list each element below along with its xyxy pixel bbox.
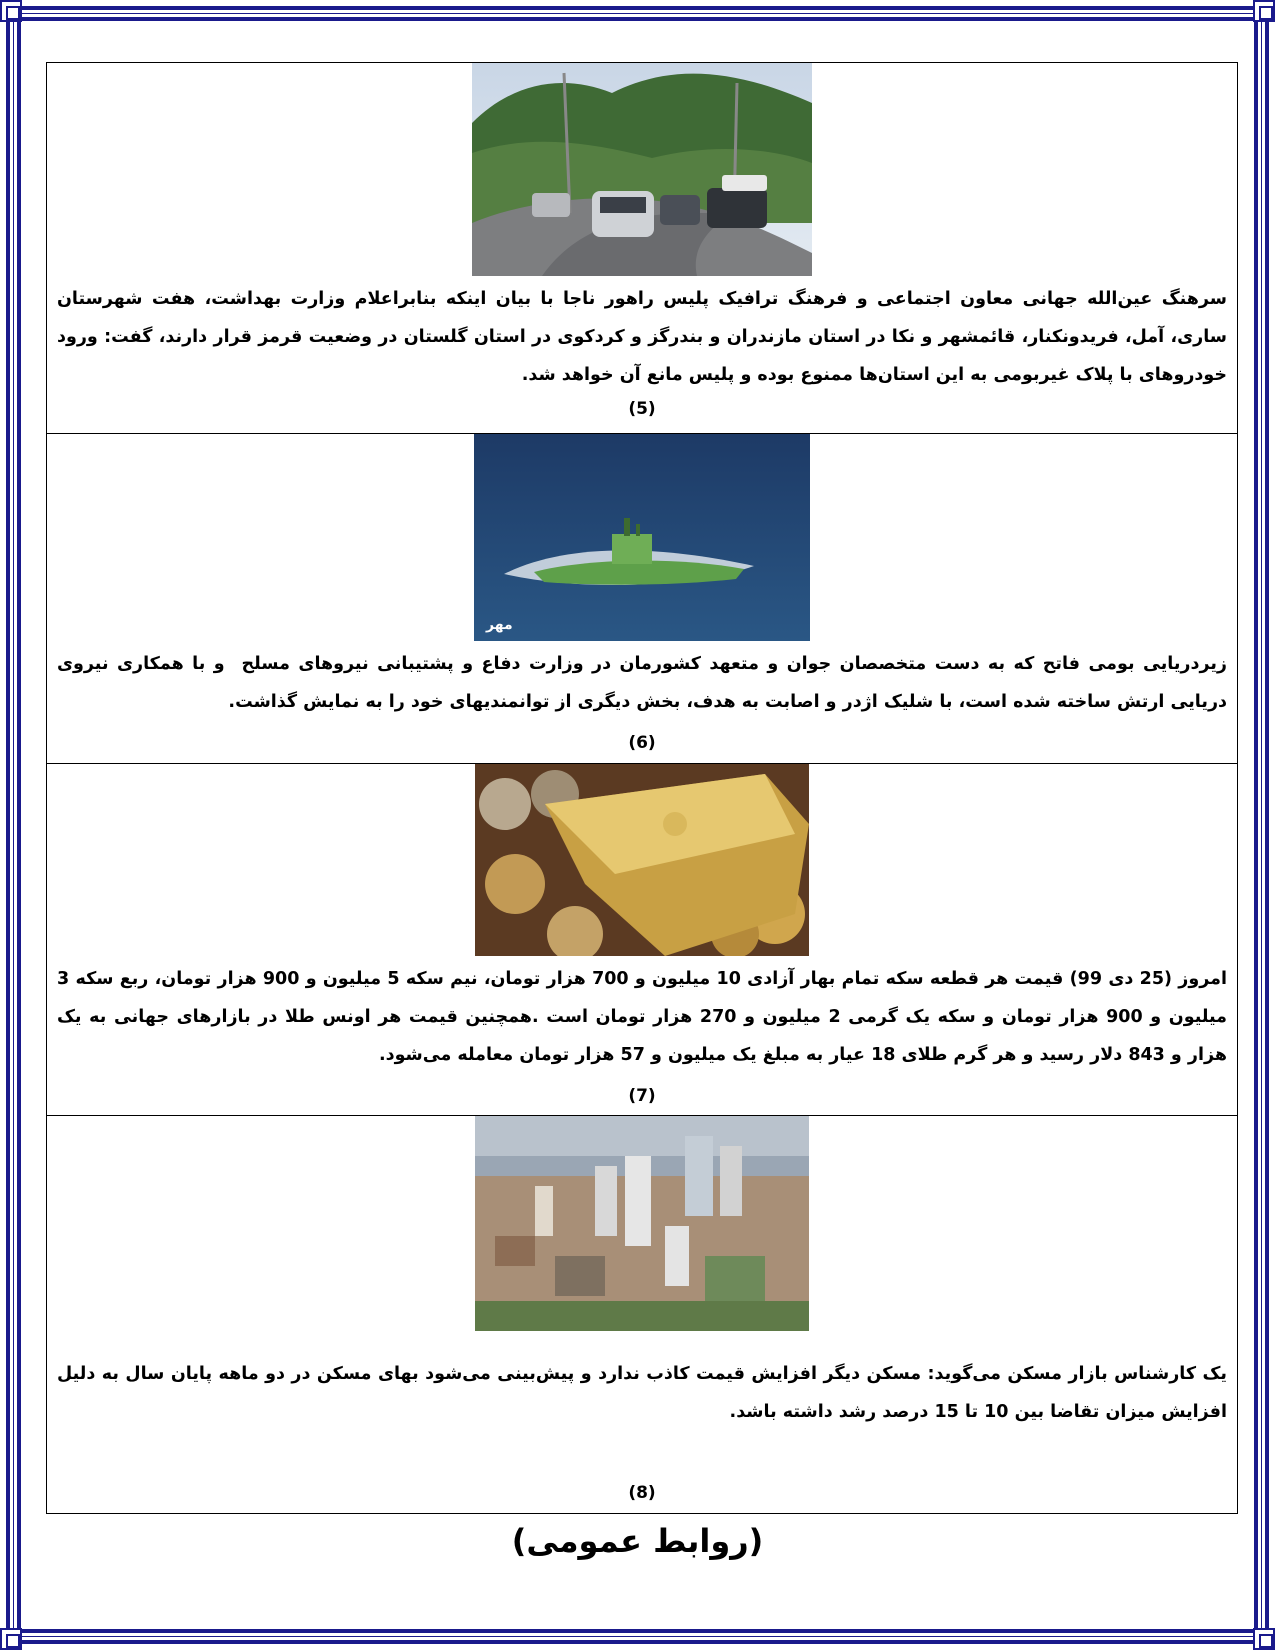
- news-item: [47, 1116, 1237, 1513]
- news-text: یک کارشناس بازار مسکن می‌گوید: مسکن دیگر افزایش قیمت کاذب ندارد و پیش‌بینی می‌شود بهای مسکن در دو ماهه پایان سال به دلیل افزایش میزان تقاضا بین 10 تا 15 درصد رشد داشته باشد.: [50, 1364, 1227, 1422]
- gold-coins-photo: [475, 764, 809, 956]
- item-number: (6): [628, 733, 656, 753]
- item-number: (5): [628, 399, 656, 419]
- news-table: [46, 62, 1238, 1514]
- item-number: (8): [628, 1483, 656, 1503]
- corner-ornament: [1253, 0, 1275, 22]
- corner-ornament: [1253, 1628, 1275, 1650]
- watermark-label: مهر: [486, 617, 513, 633]
- corner-ornament: [0, 0, 22, 22]
- news-item: [47, 434, 1237, 764]
- item-number: (7): [628, 1086, 656, 1106]
- news-text: سرهنگ عین‌الله جهانی معاون اجتماعی و فرهنگ ترافیک پلیس راهور ناجا با بیان اینکه بنابراعلام وزارت بهداشت، هفت شهرستان ساری، آمل، فریدونکنار، قائمشهر و نکا در استان مازندران و بندرگز و کردکوی در استان گلستان در وضعیت قرمز قرار دارند، گفت: ورود خودروهای با پلاک غیربومی به این استان‌ها ممنوع بوده و پلیس مانع آن خواهد شد.: [50, 289, 1227, 385]
- news-item: [47, 63, 1237, 434]
- news-item: [47, 764, 1237, 1116]
- corner-ornament: [0, 1628, 22, 1650]
- news-text: امروز (25 دی 99) قیمت هر قطعه سکه تمام بهار آزادی 10 میلیون و 700 هزار تومان، نیم سکه 5 میلیون و 900 هزار تومان، ربع سکه 3 میلیون و 900 هزار تومان و سکه یک گرمی 2 میلیون و 270 هزار تومان است .همچنین قیمت هر اونس طلا در بازارهای جهانی به یک هزار و 843 دلار رسید و هر گرم طلای 18 عیار به مبلغ یک میلیون و 57 هزار تومان معامله می‌شود.: [50, 969, 1227, 1065]
- news-text: زیردریایی بومی فاتح که به دست متخصصان جوان و متعهد کشورمان در وزارت دفاع و پشتیبانی نیروهای مسلح و با همکاری نیروی دریایی ارتش ساخته شده است، با شلیک اژدر و اصابت به هدف، بخش دیگری از توانمندیهای خود را به نمایش گذاشت.: [50, 654, 1227, 712]
- submarine-photo: [474, 434, 810, 641]
- city-buildings-photo: [475, 1116, 809, 1331]
- footer-title: (روابط عمومی): [511, 1522, 764, 1560]
- traffic-road-photo: [472, 63, 812, 276]
